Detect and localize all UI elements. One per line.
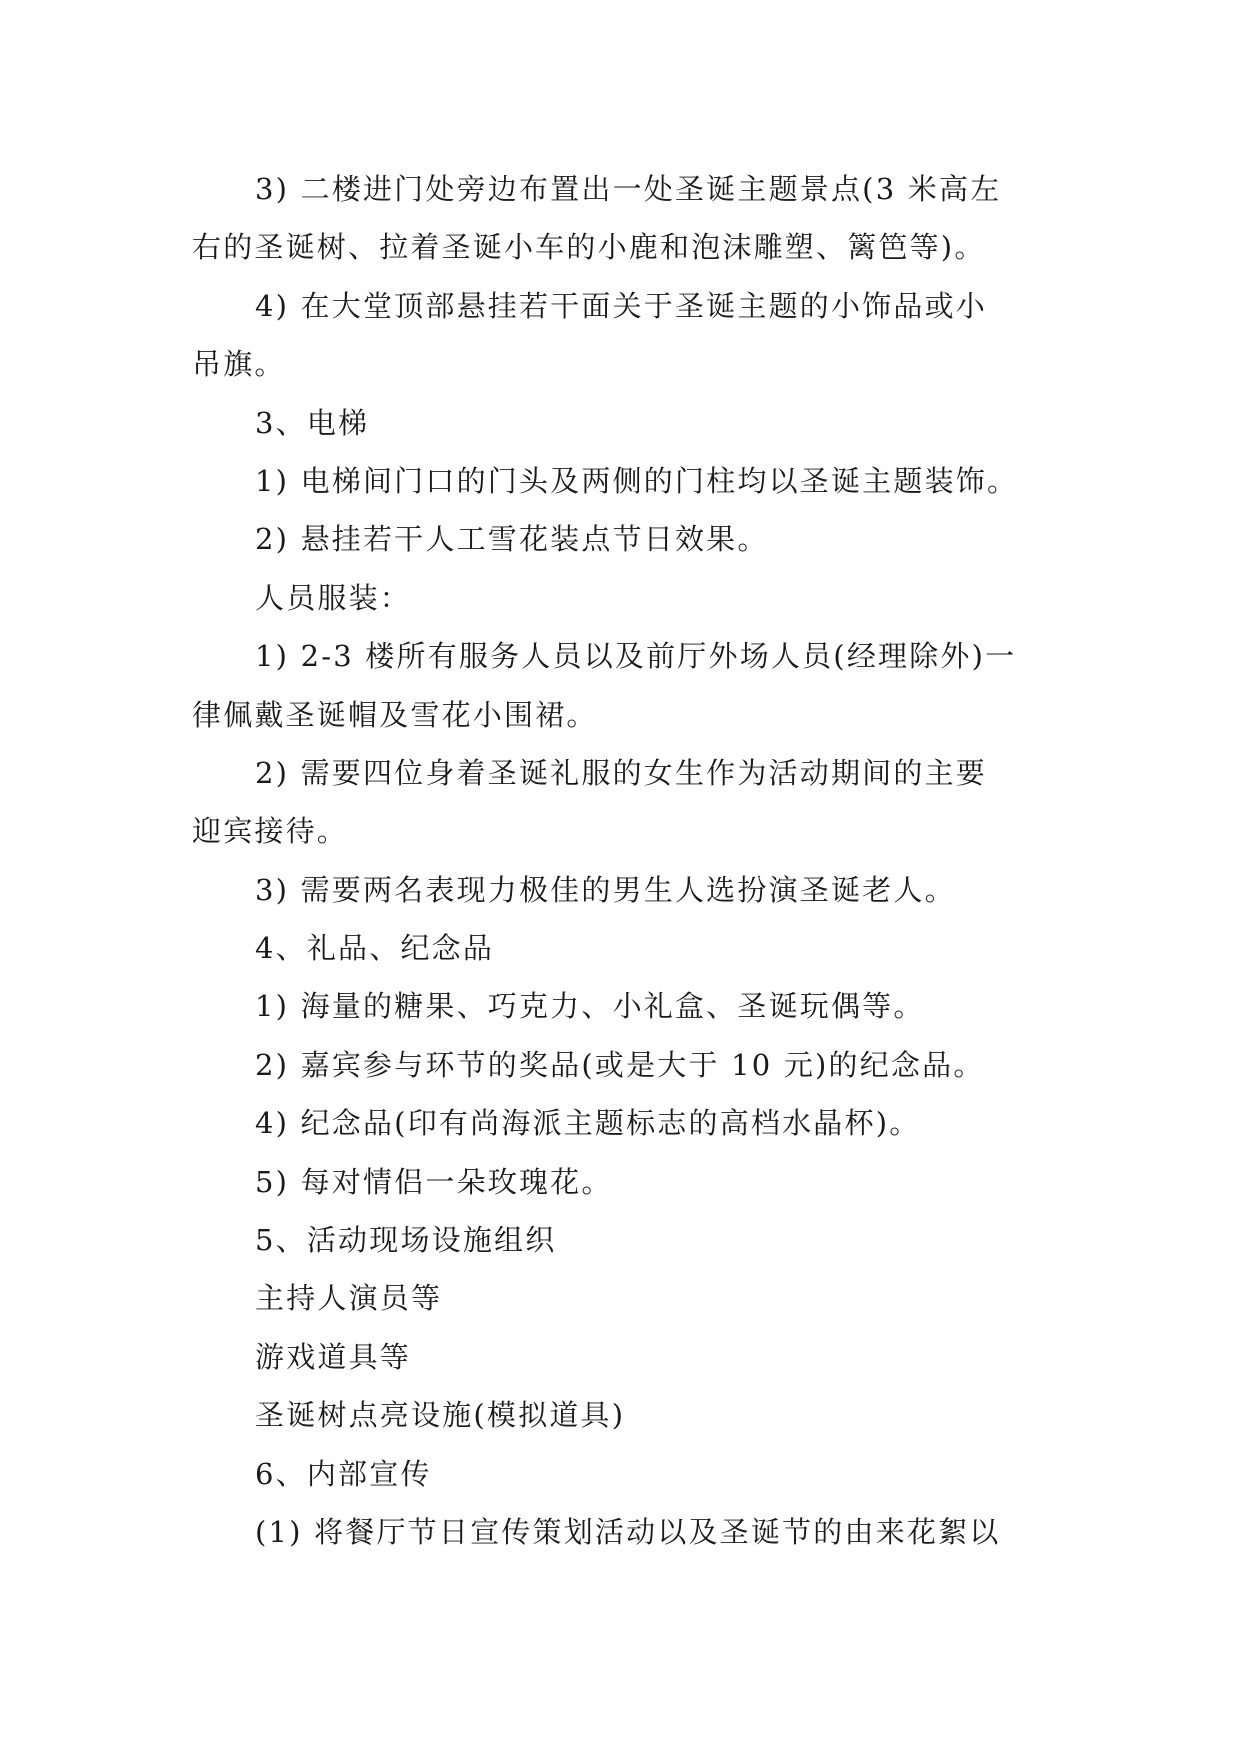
document-body	[192, 160, 1057, 1561]
section-heading: 6、内部宣传	[255, 1456, 432, 1491]
paragraph-line: (1) 将餐厅节日宣传策划活动以及圣诞节的由来花絮以	[255, 1514, 1001, 1549]
paragraph-line: 5) 每对情侣一朵玫瑰花。	[255, 1164, 613, 1199]
paragraph-line: 主持人演员等	[255, 1281, 443, 1316]
paragraph-line: 2) 嘉宾参与环节的奖品(或是大于 10 元)的纪念品。	[255, 1047, 985, 1082]
paragraph-line: 1) 海量的糖果、巧克力、小礼盒、圣诞玩偶等。	[255, 989, 925, 1024]
section-heading: 人员服装：	[255, 580, 412, 615]
paragraph-line: 1) 电梯间门口的门头及两侧的门柱均以圣诞主题装饰。	[255, 463, 1019, 498]
paragraph-line: 吊旗。	[192, 347, 286, 382]
paragraph-line: 3) 二楼进门处旁边布置出一处圣诞主题景点(3 米高左	[255, 172, 1002, 206]
paragraph-line: 1) 2-3 楼所有服务人员以及前厅外场人员(经理除外)一	[255, 639, 1017, 674]
paragraph-line: 2) 需要四位身着圣诞礼服的女生作为活动期间的主要	[255, 755, 987, 790]
paragraph-line: 4) 在大堂顶部悬挂若干面关于圣诞主题的小饰品或小	[255, 288, 987, 323]
paragraph-line: 右的圣诞树、拉着圣诞小车的小鹿和泡沫雕塑、篱笆等)。	[192, 230, 986, 265]
section-heading: 3、电梯	[255, 405, 370, 440]
paragraph-line: 3) 需要两名表现力极佳的男生人选扮演圣诞老人。	[255, 872, 956, 907]
paragraph-line: 4) 纪念品(印有尚海派主题标志的高档水晶杯)。	[255, 1106, 921, 1141]
section-heading: 5、活动现场设施组织	[255, 1223, 557, 1258]
paragraph-line: 圣诞树点亮设施(模拟道具)	[255, 1398, 626, 1433]
paragraph-line: 律佩戴圣诞帽及雪花小围裙。	[192, 697, 598, 732]
section-heading: 4、礼品、纪念品	[255, 931, 495, 966]
paragraph-line: 2) 悬挂若干人工雪花装点节日效果。	[255, 522, 769, 557]
paragraph-line: 游戏道具等	[255, 1339, 412, 1374]
paragraph-line: 迎宾接待。	[192, 814, 349, 849]
